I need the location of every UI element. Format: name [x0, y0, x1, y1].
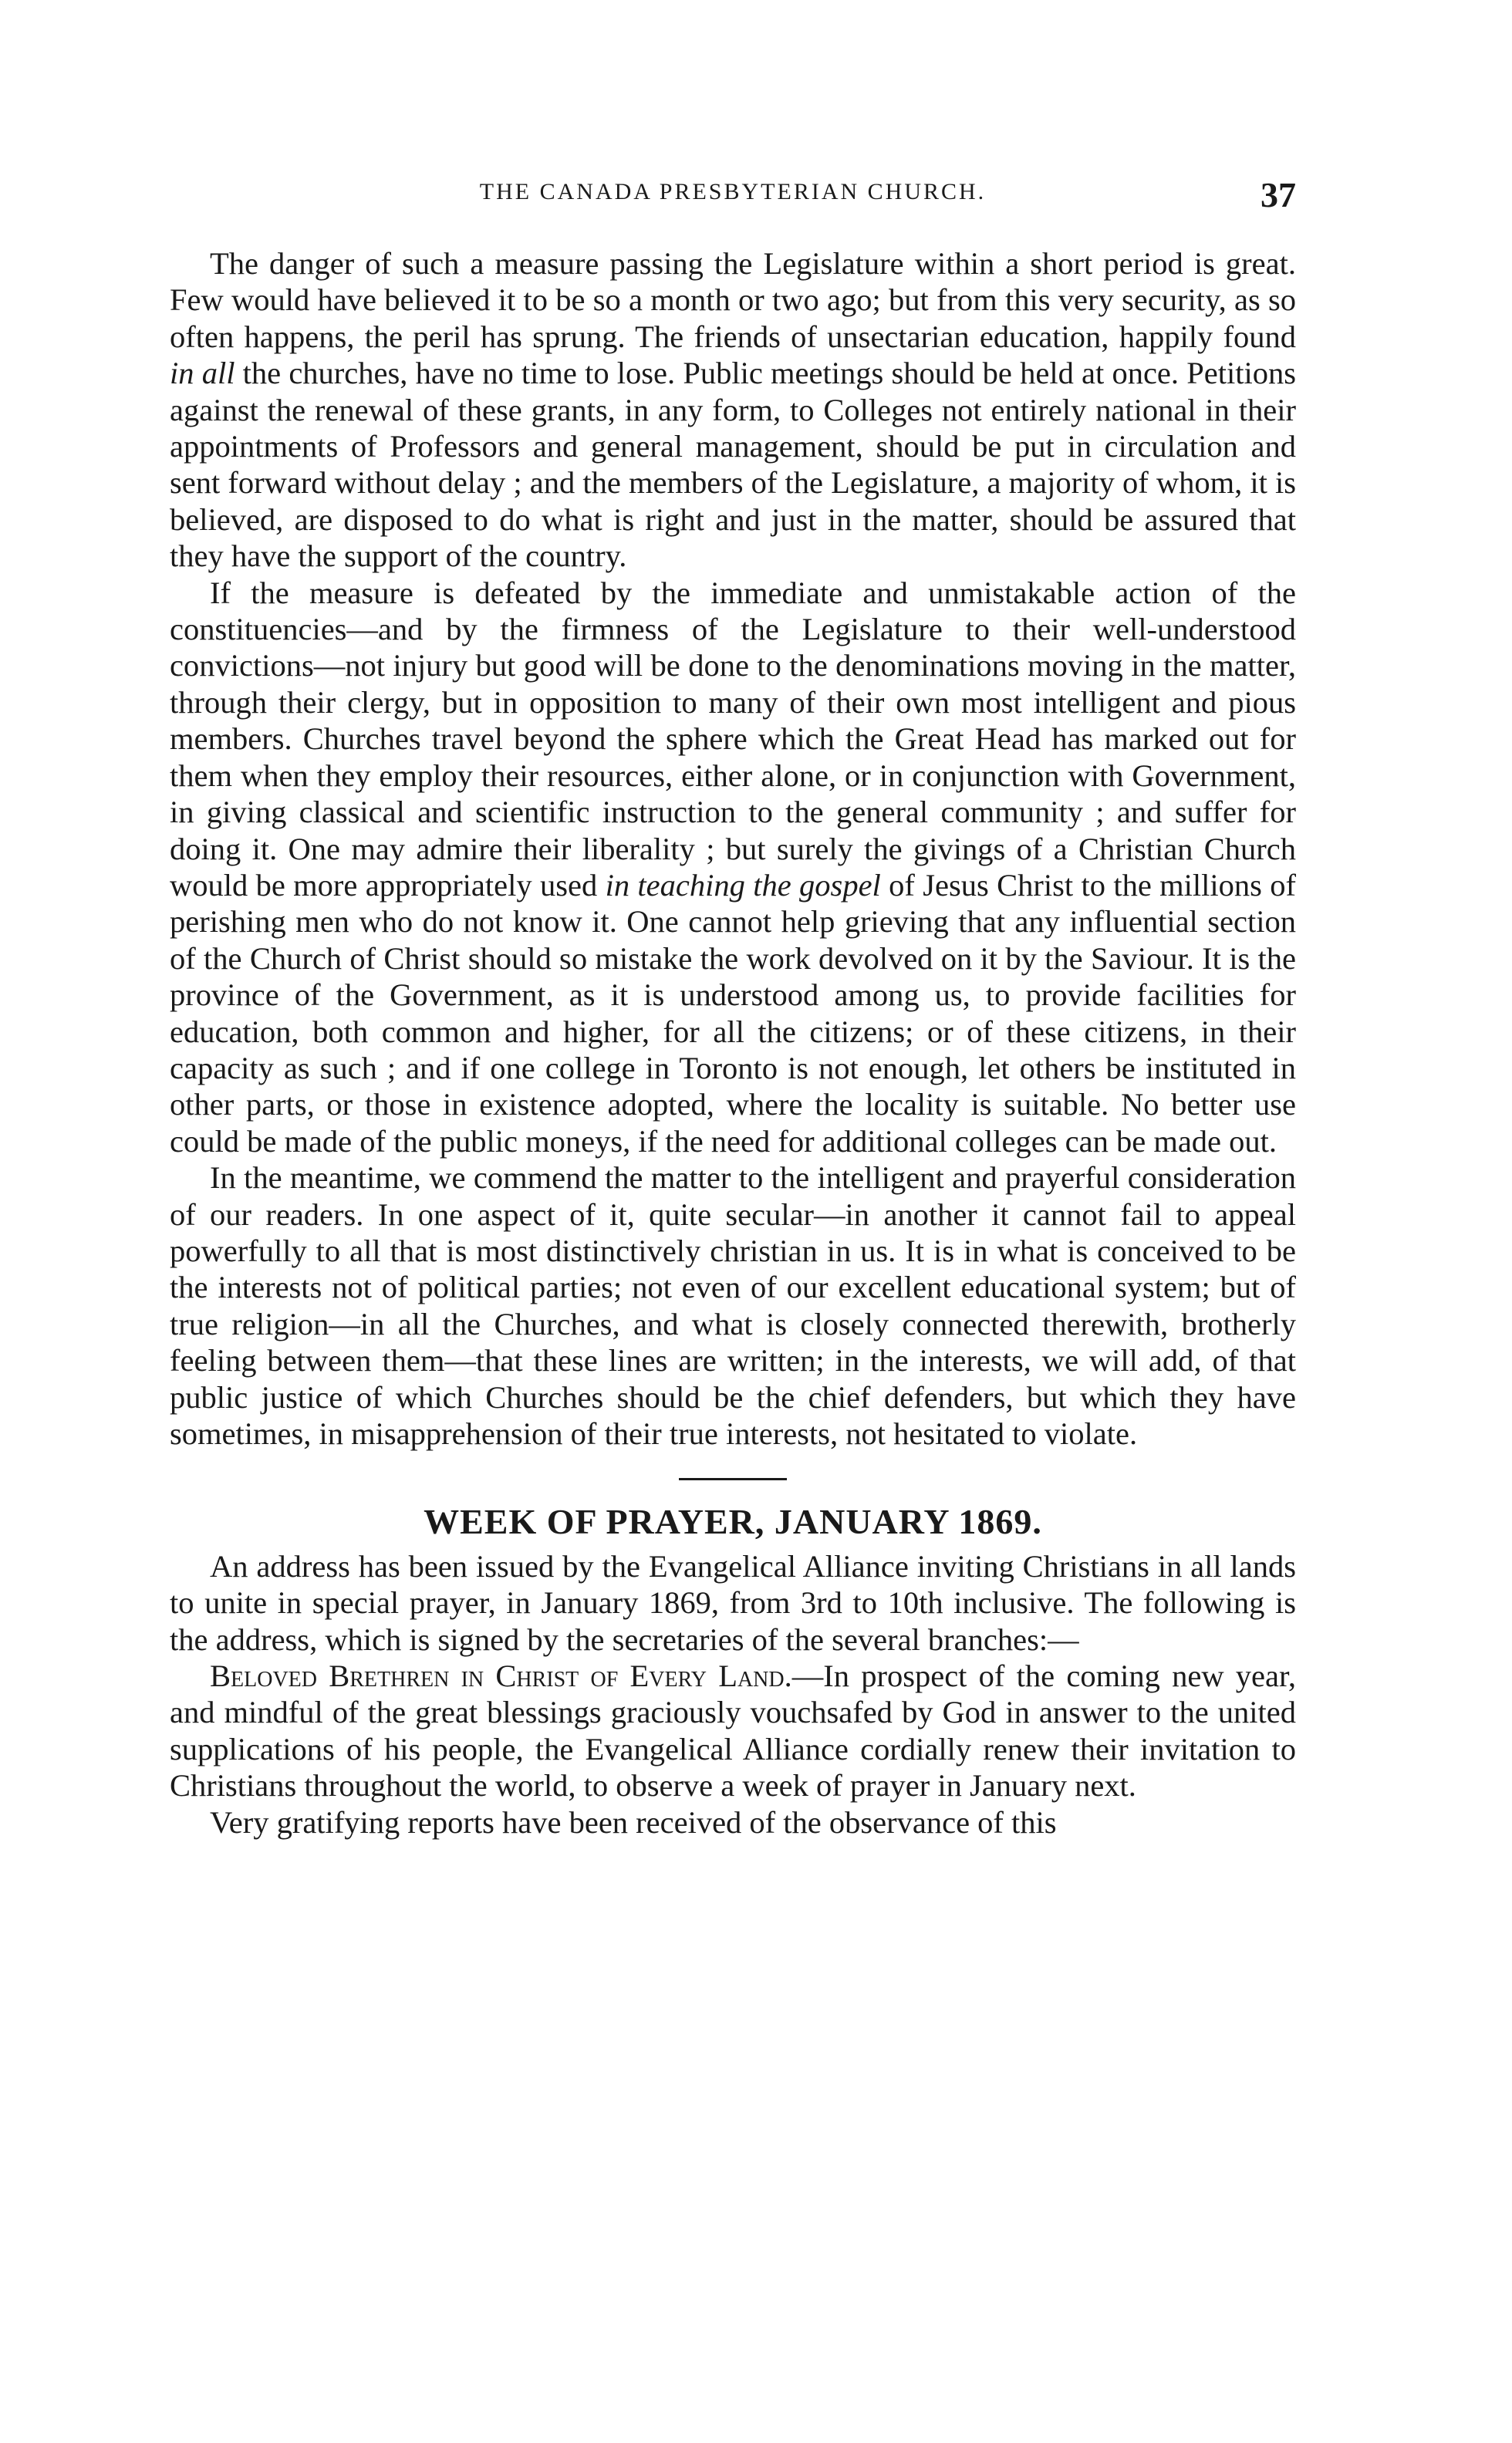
- section-divider: [679, 1478, 787, 1480]
- page-header: [170, 174, 1296, 221]
- article-paragraph: The danger of such a measure passing the Legislature within a short period is great. Few would have believed it to be so a month or two ago; but from this very security, as so often happens, the peril has sprung. The friends of unsectarian education, happily found in all the churches, have no time to lose. Public meetings should be held at once. Petitions against the renewal of these grants, in any form, to Colleges not entirely national in their appointments of Professors and general management, should be put in circulation and sent forward without delay ; and the members of the Legislature, a majority of whom, it is believed, are disposed to do what is right and just in the matter, should be assured that they have the support of the country.: [170, 246, 1296, 574]
- section-paragraph: Very gratifying reports have been received of the observance of this: [210, 1804, 1057, 1840]
- article-paragraph: If the measure is defeated by the immediate and unmistakable action of the constituencies—and by the firmness of the Legislature to their well-understood convictions—not injury but good will be done to the denominations moving in the matter, through their clergy, but in opposition to many of their own most intelligent and pious members. Churches travel beyond the sphere which the Great Head has marked out for them when they employ their resources, either alone, or in conjunction with Government, in giving classical and scientific instruction to the general community ; and suffer for doing it. One may admire their liberality ; but surely the givings of a Christian Church would be more appropriately used in teaching the gospel of Jesus Christ to the millions of perishing men who do not know it. One cannot help grieving that any influential section of the Church of Christ should so mistake the work devolved on it by the Saviour. It is the province of the Government, as it is understood among us, to provide facilities for education, both common and higher, for all the citizens; or of these citizens, in their capacity as such ; and if one college in Toronto is not enough, let others be instituted in other parts, or those in existence adopted, where the locality is suitable. No better use could be made of the public moneys, if the need for additional colleges can be made out.: [170, 575, 1296, 1159]
- salutation: Beloved Brethren in Christ of Every Land.: [210, 1658, 792, 1694]
- emphasis: in all: [170, 356, 235, 391]
- article-paragraph: In the meantime, we commend the matter to the intelligent and prayerful consideration of our readers. In one aspect of it, quite secular—in another it cannot fail to appeal powerfully to all that is most distinctively christian in us. It is in what is conceived to be the interests not of political parties; not even of our excellent educational system; but of true religion—in all the Churches, and what is closely connected therewith, brotherly feeling between them—that these lines are written; in the interests, we will add, of that public justice of which Churches should be the chief defenders, but which they have sometimes, in misapprehension of their true interests, not hesitated to violate.: [170, 1160, 1296, 1451]
- section-title: WEEK OF PRAYER, JANUARY 1869.: [424, 1502, 1042, 1542]
- section-paragraph: An address has been issued by the Evangelical Alliance inviting Christians in all lands to unite in special prayer, in January 1869, from 3rd to 10th inclusive. The following is the address, which is signed by the secretaries of the several branches:—: [170, 1548, 1296, 1657]
- running-head: THE CANADA PRESBYTERIAN CHURCH.: [479, 179, 987, 204]
- page-body: [170, 245, 1296, 1841]
- section-paragraph: Beloved Brethren in Christ of Every Land.—In prospect of the coming new year, and mindful of the great blessings graciously vouchsafed by God in answer to the united supplications of his people, the Evangelical Alliance cordially renew their invitation to Christians throughout the world, to observe a week of prayer in January next.: [170, 1658, 1296, 1804]
- emphasis: in teaching the gospel: [605, 867, 881, 903]
- page-number: 37: [1261, 175, 1296, 214]
